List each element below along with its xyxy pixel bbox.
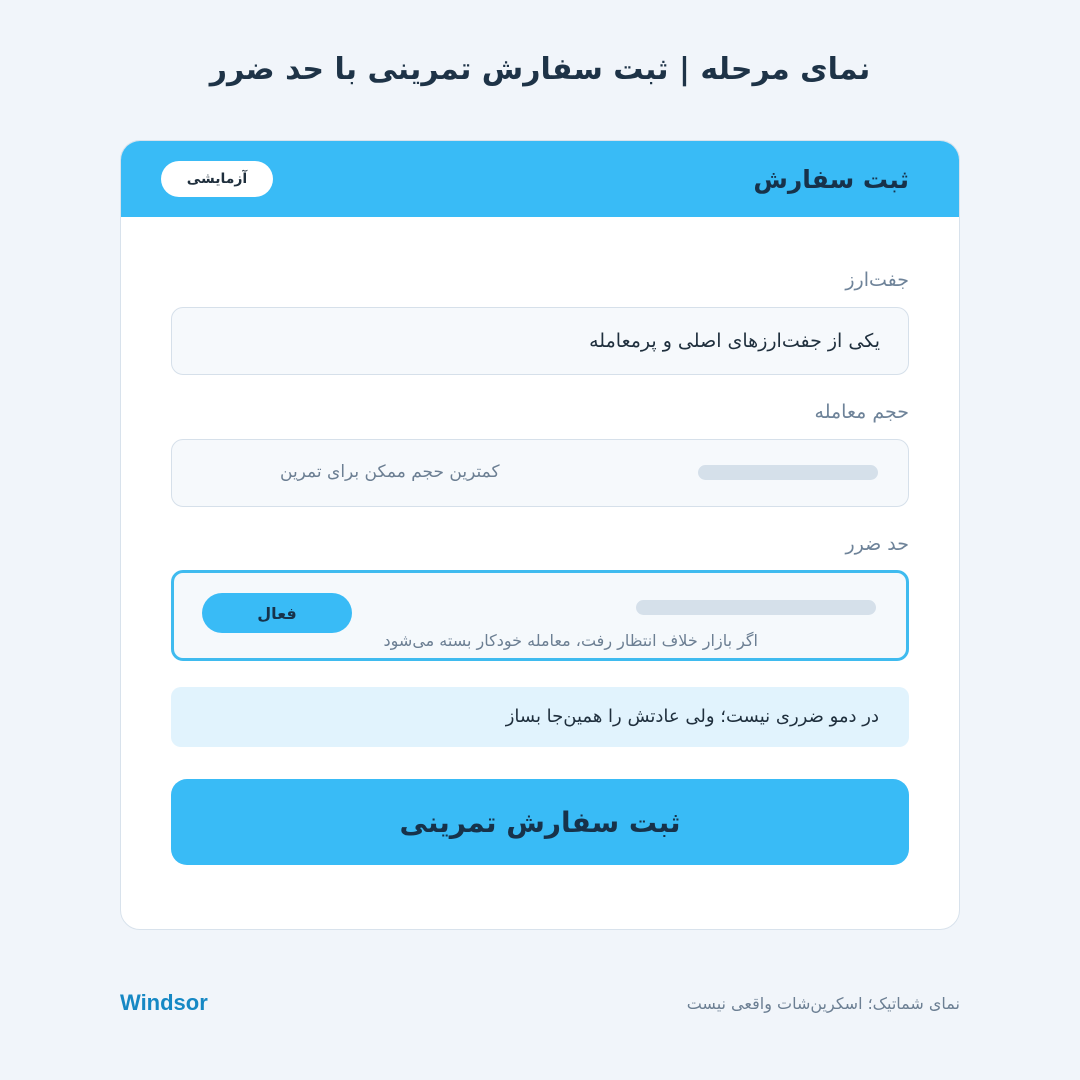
card-title: ثبت سفارش xyxy=(753,165,909,194)
info-note xyxy=(171,687,909,747)
volume-hint: کمترین حجم ممکن برای تمرین xyxy=(280,462,500,482)
volume-field xyxy=(171,439,909,507)
volume-slider[interactable] xyxy=(698,465,878,480)
pair-label: جفت‌ارز xyxy=(845,269,909,291)
demo-badge: آزمایشی xyxy=(161,161,273,197)
info-note-text: در دمو ضرری نیست؛ ولی عادتش را همین‌جا بساز xyxy=(505,706,879,727)
page-title: نمای مرحله | ثبت سفارش تمرینی با حد ضرر xyxy=(209,52,871,87)
volume-label: حجم معامله xyxy=(814,401,909,423)
stop-loss-slider[interactable] xyxy=(636,600,876,615)
pair-select[interactable] xyxy=(171,307,909,375)
pair-value: یکی از جفت‌ارزهای اصلی و پرمعامله xyxy=(589,330,880,352)
stop-loss-field xyxy=(171,570,909,661)
brand-logo: Windsor xyxy=(120,990,208,1015)
stop-loss-hint: اگر بازار خلاف انتظار رفت، معامله خودکار بسته می‌شود xyxy=(383,631,758,650)
stop-loss-toggle[interactable]: فعال xyxy=(202,593,352,633)
stop-loss-label: حد ضرر xyxy=(845,533,909,555)
order-card xyxy=(120,140,960,930)
footer-note: نمای شماتیک؛ اسکرین‌شات واقعی نیست xyxy=(686,994,960,1013)
card-header xyxy=(121,141,959,217)
submit-order-button[interactable]: ثبت سفارش تمرینی xyxy=(171,779,909,865)
